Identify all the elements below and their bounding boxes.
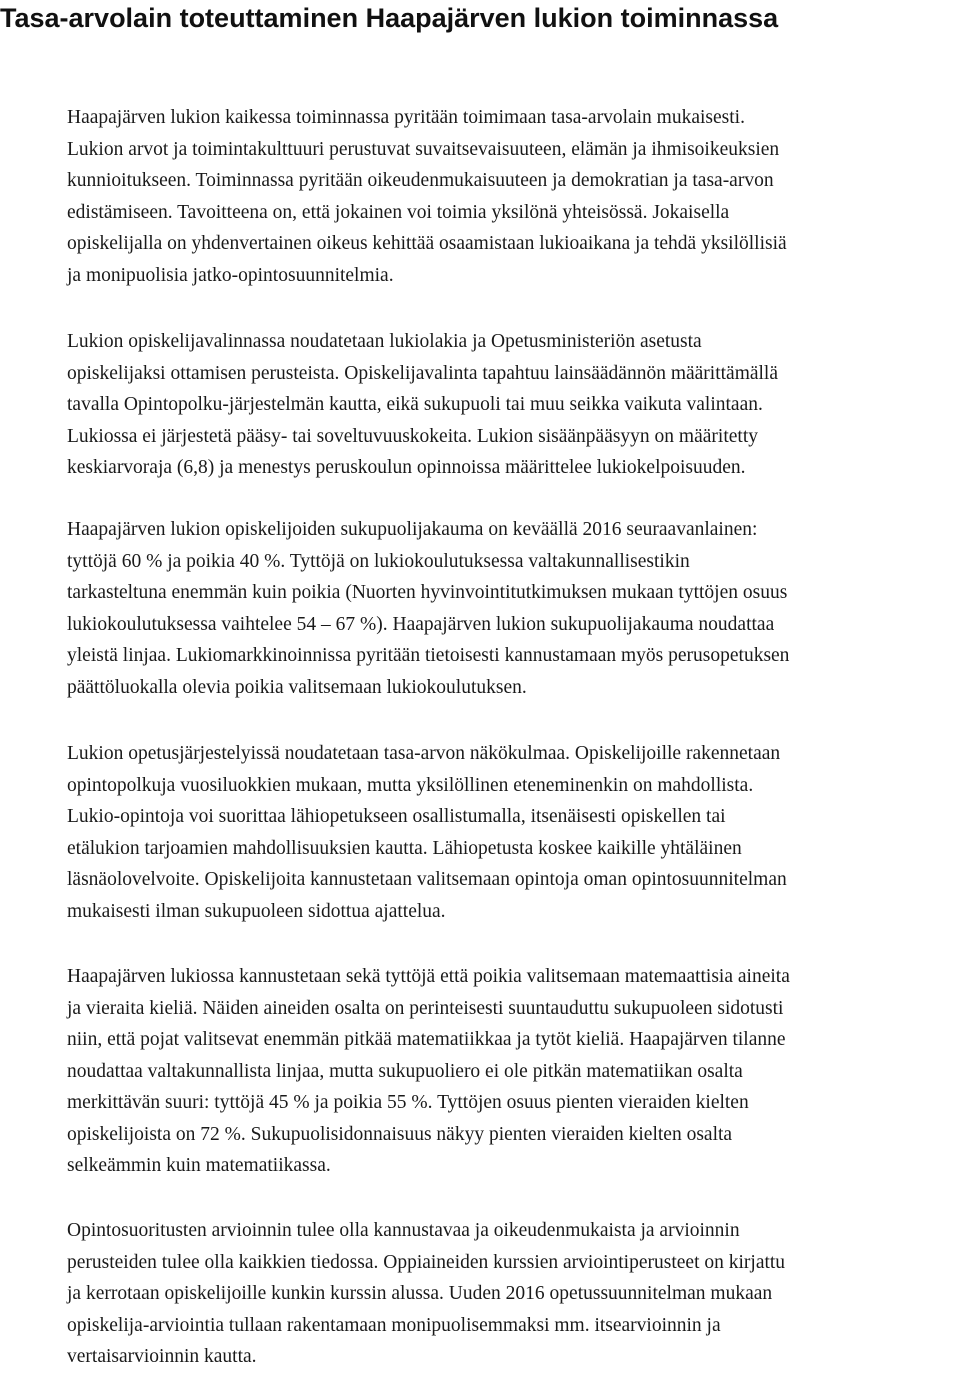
text-line: niin, että pojat valitsevat enemmän pitkää matematiikkaa ja tytöt kieliä. Haapajärven tilanne — [67, 1029, 786, 1050]
text-line: etälukion tarjoamien mahdollisuuksien kautta. Lähiopetusta koskee kaikille yhtäläinen — [67, 837, 742, 859]
text-line: yleistä linjaa. Lukiomarkkinoinnissa pyritään tietoisesti kannustamaan myös perusopetuksen — [67, 645, 790, 666]
text-line: opintopolkuja vuosiluokkien mukaan, mutta yksilöllinen eteneminenkin on mahdollista. — [67, 774, 754, 796]
text-line: tyttöjä 60 % ja poikia 40 %. Tyttöjä on lukiokoulutuksessa valtakunnallisestikin — [67, 550, 690, 572]
text-line: opiskelija-arviointia tullaan rakentamaan monipuolisemmaksi mm. itsearvioinnin ja — [67, 1314, 721, 1336]
text-line: opiskelijalla on yhdenvertainen oikeus kehittää osaamistaan lukioaikana ja tehdä yksilöllisiä — [67, 233, 787, 254]
paragraph-equality-values — [67, 102, 787, 291]
text-line: noudattaa valtakunnallista linjaa, mutta sukupuoliero ei ole pitkän matematiikan osalta — [67, 1060, 743, 1082]
paragraph-gender-distribution — [67, 514, 789, 703]
text-line: keskiarvoraja (6,8) ja menestys peruskoulun opinnoissa määrittelee lukiokelpoisuuden. — [67, 457, 746, 478]
text-line: Lukion opiskelijavalinnassa noudatetaan lukiolakia ja Opetusministeriön asetusta — [67, 331, 702, 352]
paragraph-teaching-arrangements — [67, 738, 787, 927]
text-line: Lukion opetusjärjestelyissä noudatetaan tasa-arvon näkökulmaa. Opiskelijoille rakennetaan — [67, 743, 781, 764]
text-line: kunnioitukseen. Toiminnassa pyritään oikeudenmukaisuuteen ja demokratian ja tasa-arvon — [67, 170, 774, 191]
text-line: päättöluokalla olevia poikia valitsemaan lukiokoulutuksen. — [67, 676, 527, 698]
text-line: ja kerrotaan opiskelijoille kunkin kurssin alussa. Uuden 2016 opetussuunnitelman mukaan — [67, 1283, 773, 1304]
text-line: tavalla Opintopolku-järjestelmän kautta, eikä sukupuoli tai muu seikka vaikuta valintaan. — [67, 394, 763, 415]
text-line: perusteiden tulee olla kaikkien tiedossa. Oppiaineiden kurssien arviointiperusteet on kirjattu — [67, 1251, 786, 1273]
paragraph-subject-choices — [67, 961, 790, 1182]
text-line: Lukiossa ei järjestetä pääsy- tai soveltuvuuskokeita. Lukion sisäänpääsyyn on määritetty — [67, 425, 758, 447]
text-line: opiskelijoista on 72 %. Sukupuolisidonnaisuus näkyy pienten vieraiden kielten osalta — [67, 1123, 733, 1145]
text-line: ja monipuolisia jatko-opintosuunnitelmia. — [67, 264, 394, 286]
text-line: opiskelijaksi ottamisen perusteista. Opiskelijavalinta tapahtuu lainsäädännön määrittämällä — [67, 362, 779, 384]
page-title: Tasa-arvolain toteuttaminen Haapajärven lukion toiminnassa — [0, 3, 779, 33]
text-line: selkeämmin kuin matematiikassa. — [67, 1155, 331, 1176]
text-line: edistämiseen. Tavoitteena on, että jokainen voi toimia yksilönä yhteisössä. Jokaisella — [67, 201, 730, 223]
text-line: lukiokoulutuksessa vaihtelee 54 – 67 %). Haapajärven lukion sukupuolijakauma noudattaa — [67, 613, 775, 635]
text-line: mukaisesti ilman sukupuoleen sidottua ajattelua. — [67, 900, 446, 922]
text-line: Haapajärven lukiossa kannustetaan sekä tyttöjä että poikia valitsemaan matemaattisia aineita — [67, 966, 790, 987]
paragraph-assessment — [67, 1215, 785, 1373]
text-line: ja vieraita kieliä. Näiden aineiden osalta on perinteisesti suuntauduttu sukupuoleen sidotusti — [67, 997, 784, 1019]
text-line: vertaisarvioinnin kautta. — [67, 1346, 257, 1367]
text-line: Haapajärven lukion opiskelijoiden sukupuolijakauma on keväällä 2016 seuraavanlainen: — [67, 519, 758, 540]
text-line: Lukio-opintoja voi suorittaa lähiopetukseen osallistumalla, itsenäisesti opiskellen tai — [67, 806, 726, 827]
paragraph-student-selection — [67, 326, 778, 484]
text-line: tarkasteltuna enemmän kuin poikia (Nuorten hyvinvointitutkimuksen mukaan tyttöjen osuus — [67, 582, 788, 603]
text-line: Haapajärven lukion kaikessa toiminnassa pyritään toimimaan tasa-arvolain mukaisesti. — [67, 107, 745, 128]
text-line: Lukion arvot ja toimintakulttuuri perustuvat suvaitsevaisuuteen, elämän ja ihmisoikeuksien — [67, 138, 780, 160]
text-line: läsnäolovelvoite. Opiskelijoita kannustetaan valitsemaan opintoja oman opintosuunnitelman — [67, 869, 787, 890]
text-line: Opintosuoritusten arvioinnin tulee olla kannustavaa ja oikeudenmukaista ja arvioinnin — [67, 1220, 740, 1241]
text-line: merkittävän suuri: tyttöjä 45 % ja poikia 55 %. Tyttöjen osuus pienten vieraiden kielten — [67, 1092, 749, 1113]
